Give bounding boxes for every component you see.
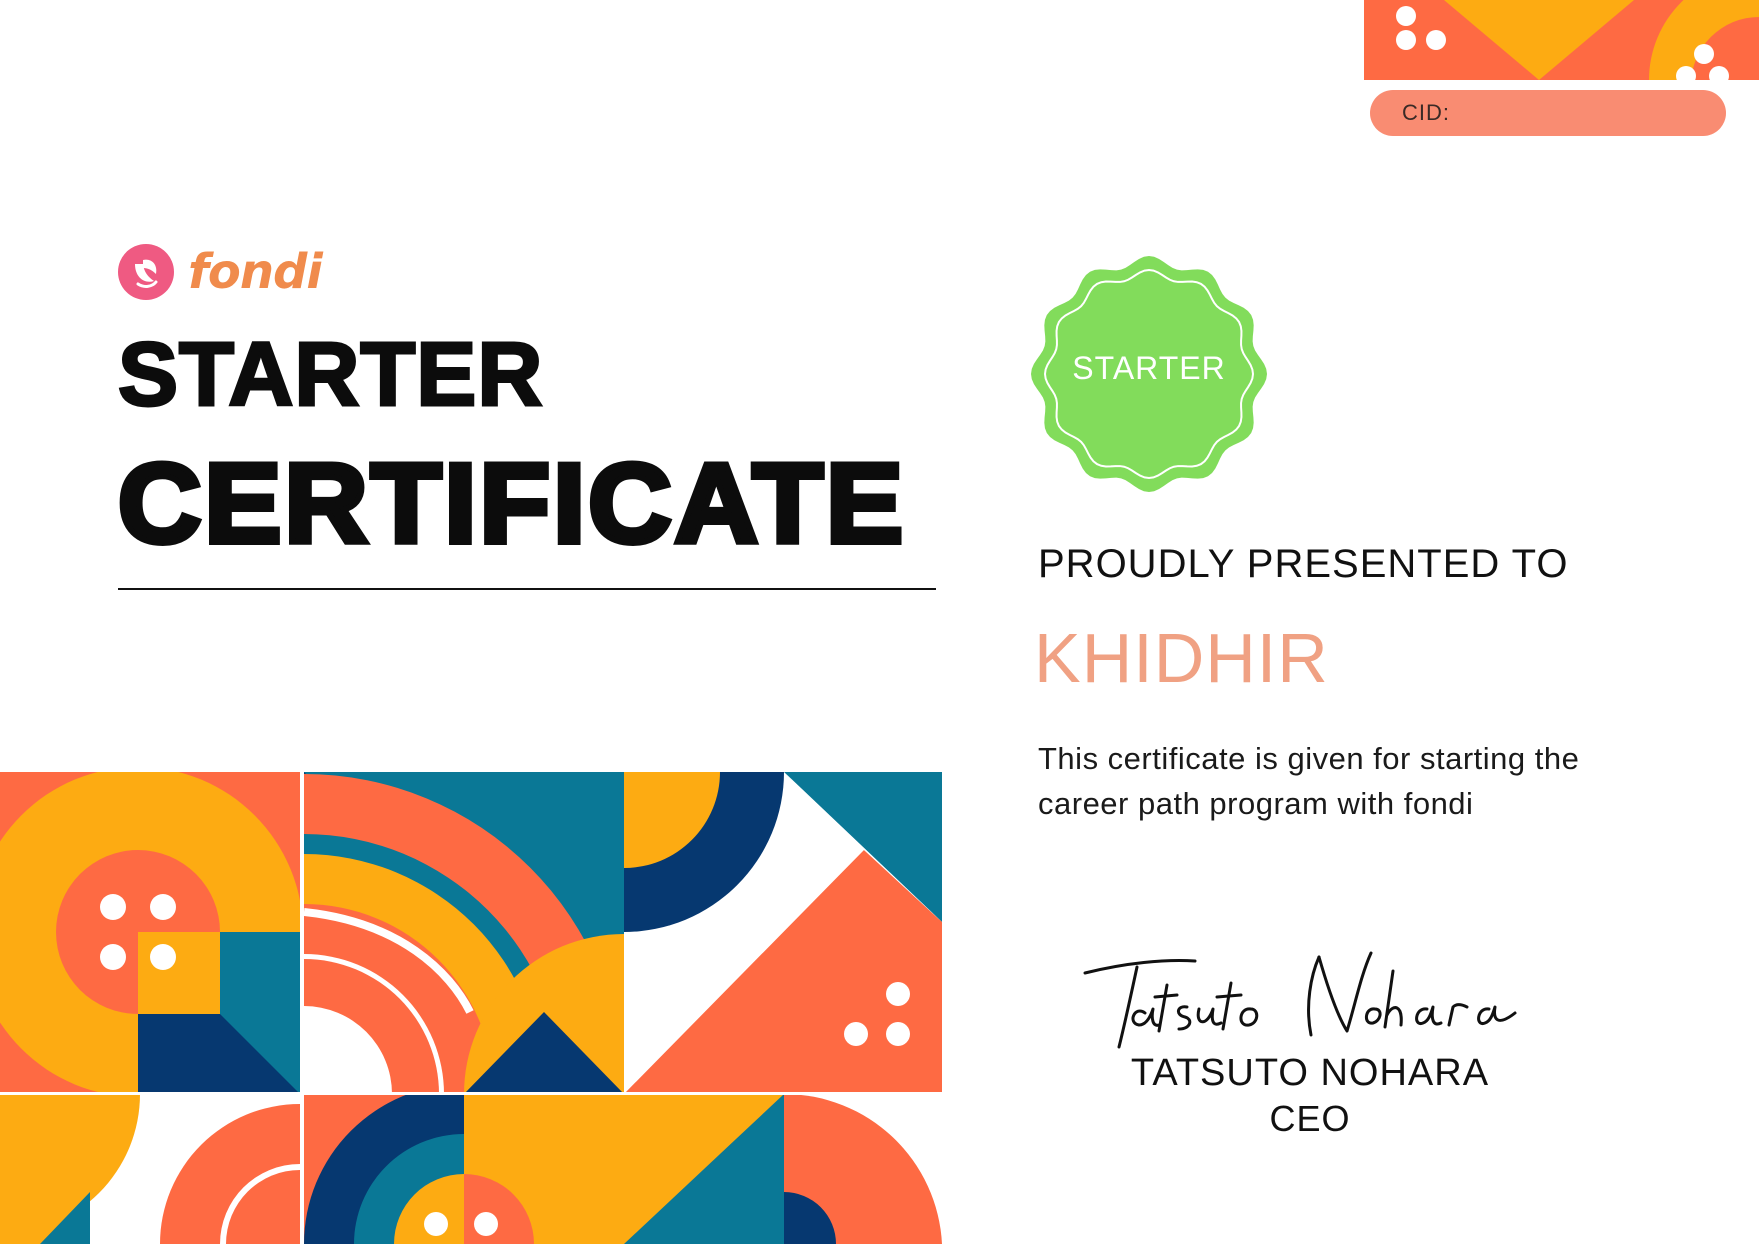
title-line-2: CERTIFICATE [118, 441, 907, 566]
corner-decoration [1364, 0, 1759, 80]
title-divider [118, 588, 936, 590]
brand-name: fondi [188, 244, 322, 300]
fondi-logo-icon [118, 244, 174, 300]
presented-to-heading: PROUDLY PRESENTED TO [1038, 542, 1569, 586]
badge-label: STARTER [1072, 350, 1226, 386]
cid-field [1370, 90, 1726, 136]
geometric-mosaic [0, 772, 942, 1244]
cid-label: CID: [1402, 100, 1450, 125]
brand-logo [118, 244, 322, 300]
certificate-description: This certificate is given for starting the career path program with fondi [1038, 741, 1580, 821]
title-line-1: STARTER [118, 325, 544, 425]
recipient-name: KHIDHIR [1034, 619, 1329, 697]
signer-title: CEO [1269, 1098, 1351, 1139]
signer-name: TATSUTO NOHARA [1130, 1052, 1490, 1094]
signature [1075, 935, 1535, 1055]
